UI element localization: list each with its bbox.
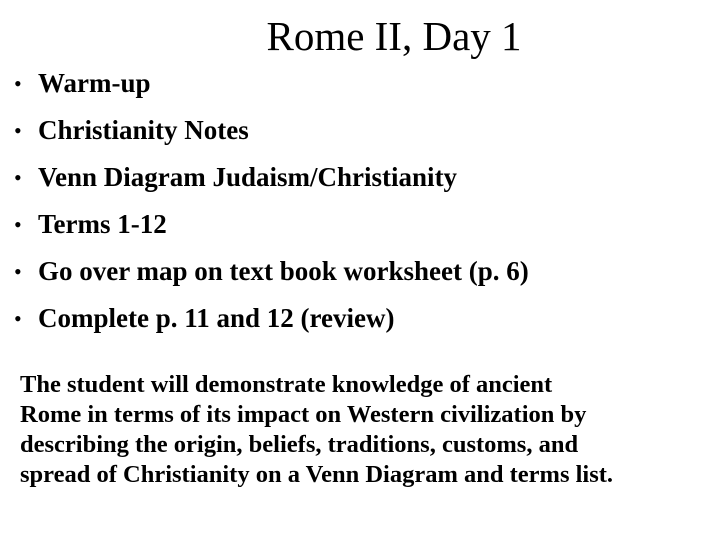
bullet-icon: • [14,71,22,96]
objective-line: describing the origin, beliefs, traditions, customs, and [20,431,579,458]
agenda-item-text: Venn Diagram Judaism/Christianity [38,162,458,192]
slide-title [0,10,720,62]
slide-title-text: Rome II, Day 1 [266,13,522,59]
bullet-icon: • [14,165,22,190]
agenda-item-text: Complete p. 11 and 12 (review) [38,303,395,333]
objective-line: Rome in terms of its impact on Western civilization by [20,401,587,428]
bullet-icon: • [14,306,22,331]
bullet-icon: • [14,259,22,284]
learning-objective [20,370,710,490]
agenda-item-text: Go over map on text book worksheet (p. 6) [38,256,529,286]
bullet-icon: • [14,118,22,143]
objective-line: spread of Christianity on a Venn Diagram and terms list. [20,461,614,488]
agenda-item-text: Warm-up [38,68,151,98]
objective-line: The student will demonstrate knowledge of ancient [20,371,553,398]
agenda-item-text: Christianity Notes [38,115,249,145]
bullet-icon: • [14,212,22,237]
agenda-item-text: Terms 1-12 [38,209,167,239]
